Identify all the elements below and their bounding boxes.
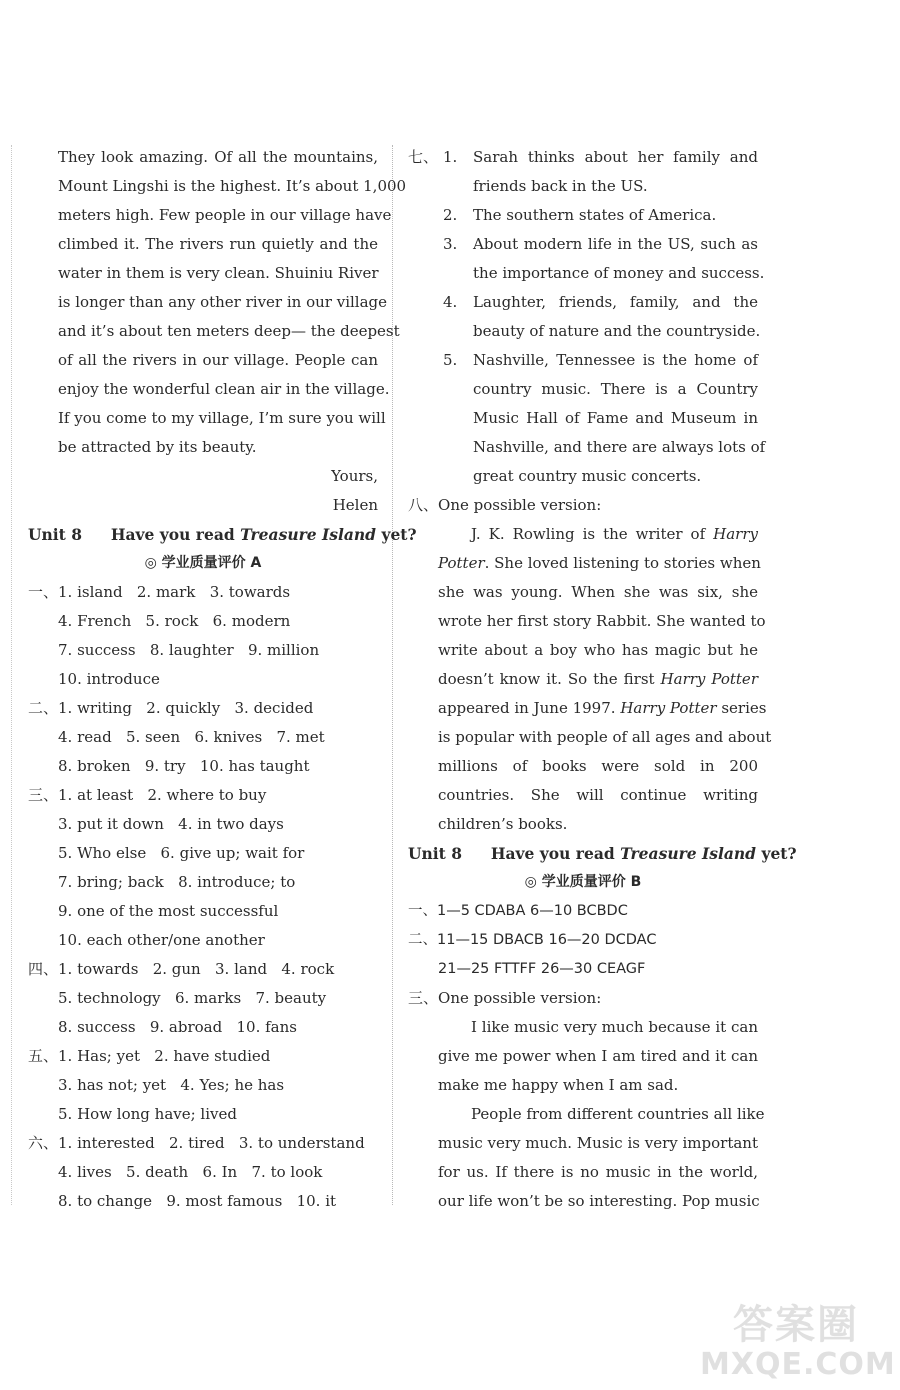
answer-text: 7. success 8. laughter 9. million	[58, 641, 320, 659]
column-divider	[392, 145, 393, 1205]
unit-title-post: yet?	[761, 844, 797, 863]
letter-line: enjoy the wonderful clean air in the village.	[58, 380, 390, 398]
essay-line: countries. She will continue writing	[438, 786, 758, 804]
unit-label: Unit 8	[408, 844, 463, 863]
answer-text: 10. introduce	[58, 670, 160, 688]
line-lead	[408, 201, 473, 230]
answer-text: the importance of money and success.	[473, 264, 765, 282]
section-mark: 三、	[28, 786, 59, 804]
answer-line	[408, 317, 761, 346]
answer-line	[408, 230, 758, 259]
answer-line	[28, 984, 378, 1013]
section-san-intro	[408, 984, 758, 1013]
answer-line	[408, 462, 758, 491]
unit-label: Unit 8	[28, 525, 83, 544]
section-mark: 二、	[408, 932, 437, 948]
answer-line	[408, 172, 758, 201]
answer-text: 9. one of the most successful	[58, 902, 279, 920]
evaluation-title: ◎ 学业质量评价 A	[144, 555, 262, 571]
answer-text: Sarah thinks about her family and	[473, 148, 758, 166]
answer-line	[408, 433, 766, 462]
essay-line: J. K. Rowling is the writer of Harry	[471, 525, 758, 543]
essay-line: millions of books were sold in 200	[438, 757, 758, 775]
answer-text: 8. broken 9. try 10. has taught	[58, 757, 310, 775]
answer-line	[28, 1129, 378, 1158]
answer-line	[28, 1158, 378, 1187]
watermark-logo	[700, 1302, 896, 1386]
answer-text: Music Hall of Fame and Museum in	[473, 409, 758, 427]
answer-line	[408, 259, 765, 288]
left-column	[28, 143, 417, 1216]
answer-text: 1. Has; yet 2. have studied	[58, 1047, 271, 1065]
letter-line: meters high. Few people in our village have	[58, 206, 392, 224]
answer-text: 10. each other/one another	[58, 931, 265, 949]
section-er-line2: 21—25 FTTFF 26—30 CEAGF	[438, 961, 646, 977]
answer-text: Nashville, and there are always lots of	[473, 438, 766, 456]
section-er	[408, 926, 758, 955]
letter-signature: Helen	[332, 496, 378, 514]
section-qi	[408, 143, 766, 491]
answer-text: 8. to change 9. most famous 10. it	[58, 1192, 337, 1210]
section-mark: 五、	[28, 1047, 59, 1065]
essay-line: she was young. When she was six, she	[438, 583, 758, 601]
line-lead	[408, 346, 473, 375]
answer-text: Laughter, friends, family, and the	[473, 293, 758, 311]
answer-text: 1. towards 2. gun 3. land 4. rock	[58, 960, 335, 978]
essay-line: children’s books.	[438, 815, 568, 833]
answer-line	[28, 694, 378, 723]
answer-line	[28, 723, 378, 752]
answer-line	[28, 607, 378, 636]
answer-line	[408, 288, 758, 317]
answer-line	[28, 1013, 378, 1042]
section-ba-intro	[408, 491, 758, 520]
essay-line: make me happy when I am sad.	[438, 1076, 679, 1094]
essay-line: give me power when I am tired and it can	[438, 1047, 758, 1065]
unit-title	[408, 839, 797, 868]
section-mark: 八、	[408, 496, 439, 514]
answer-text: 1—5 CDABA 6—10 BCBDC	[437, 903, 628, 919]
answer-text: 5. technology 6. marks 7. beauty	[58, 989, 327, 1007]
letter-line: water in them is very clean. Shuiniu River	[58, 264, 379, 282]
answer-text: 1. island 2. mark 3. towards	[58, 583, 291, 601]
answer-text: 7. bring; back 8. introduce; to	[58, 873, 296, 891]
letter-line: climbed it. The rivers run quietly and the	[58, 235, 378, 253]
section-mark: 七、	[408, 148, 439, 166]
answer-sections	[28, 578, 378, 1216]
answer-line	[28, 578, 378, 607]
item-number: 1.	[443, 148, 458, 166]
answer-text: 11—15 DBACB 16—20 DCDAC	[437, 932, 657, 948]
answer-text: 5. Who else 6. give up; wait for	[58, 844, 305, 862]
unit-title-book: Treasure Island	[620, 844, 757, 863]
essay-line: wrote her first story Rabbit. She wanted to	[438, 612, 766, 630]
intro-text: One possible version:	[438, 496, 602, 514]
answer-line	[28, 665, 378, 694]
unit-title-post: yet?	[381, 525, 417, 544]
answer-line	[28, 897, 378, 926]
answer-text: 4. lives 5. death 6. In 7. to look	[58, 1163, 323, 1181]
section-mark: 一、	[408, 903, 437, 919]
answer-text: beauty of nature and the countryside.	[473, 322, 761, 340]
section-yi	[408, 897, 758, 926]
answer-text: 8. success 9. abroad 10. fans	[58, 1018, 297, 1036]
letter-line: be attracted by its beauty.	[58, 438, 257, 456]
watermark-text: 答案圈	[733, 1302, 859, 1348]
unit-title-pre: Have you read	[490, 844, 615, 863]
section-mark: 二、	[28, 699, 59, 717]
line-lead	[408, 230, 473, 259]
letter-line: is longer than any other river in our village	[58, 293, 388, 311]
answer-text: 3. put it down 4. in two days	[58, 815, 284, 833]
answer-line	[28, 1187, 378, 1216]
answer-line	[408, 143, 758, 172]
section-mark: 三、	[408, 989, 439, 1007]
answer-text: 1. interested 2. tired 3. to understand	[58, 1134, 365, 1152]
intro-text: One possible version:	[438, 989, 602, 1007]
item-number: 5.	[443, 351, 458, 369]
answer-line	[28, 1042, 378, 1071]
answer-line	[408, 346, 758, 375]
answer-line	[28, 955, 378, 984]
essay-line: Potter. She loved listening to stories when	[438, 554, 761, 572]
letter-line: If you come to my village, I’m sure you will	[58, 409, 386, 427]
answer-text: The southern states of America.	[473, 206, 717, 224]
answer-line	[28, 868, 378, 897]
essay-line: for us. If there is no music in the world,	[438, 1163, 758, 1181]
letter-line: Mount Lingshi is the highest. It’s about 1,000	[58, 177, 407, 195]
essay-line: music very much. Music is very important	[438, 1134, 758, 1152]
section-mark: 一、	[28, 583, 59, 601]
answer-text: 1. at least 2. where to buy	[58, 786, 267, 804]
answer-text: 4. read 5. seen 6. knives 7. met	[58, 728, 325, 746]
answer-line	[28, 926, 378, 955]
letter-closing: Yours,	[331, 467, 378, 485]
left-margin-line	[11, 145, 12, 1205]
essay-line: write about a boy who has magic but he	[438, 641, 758, 659]
right-column	[408, 143, 797, 1216]
unit-title-pre: Have you read	[110, 525, 235, 544]
essay-line: appeared in June 1997. Harry Potter series	[438, 699, 767, 717]
answer-line	[28, 636, 378, 665]
answer-text: 3. has not; yet 4. Yes; he has	[58, 1076, 285, 1094]
unit-title	[28, 520, 417, 549]
essay-line: our life won’t be so interesting. Pop music	[438, 1192, 760, 1210]
answer-text: great country music concerts.	[473, 467, 702, 485]
item-number: 3.	[443, 235, 458, 253]
watermark-url: MXQE.COM	[700, 1347, 896, 1382]
answer-text: 5. How long have; lived	[58, 1105, 237, 1123]
section-mark: 四、	[28, 960, 59, 978]
letter-line: They look amazing. Of all the mountains,	[58, 148, 378, 166]
answer-line	[28, 1100, 378, 1129]
answer-text: 4. French 5. rock 6. modern	[58, 612, 291, 630]
answer-line	[408, 375, 758, 404]
answer-line	[28, 752, 378, 781]
answer-line	[28, 1071, 378, 1100]
section-mark: 六、	[28, 1134, 59, 1152]
answer-line	[28, 781, 378, 810]
essay-line: is popular with people of all ages and about	[438, 728, 772, 746]
essay-line: doesn’t know it. So the first Harry Potter	[438, 670, 758, 688]
answer-line	[28, 839, 378, 868]
evaluation-title: ◎ 学业质量评价 B	[524, 874, 642, 890]
answer-line	[408, 201, 758, 230]
line-lead	[408, 288, 473, 317]
item-number: 4.	[443, 293, 458, 311]
answer-line	[408, 404, 758, 433]
essay-line: People from different countries all like	[471, 1105, 765, 1123]
item-number: 2.	[443, 206, 458, 224]
letter-line: and it’s about ten meters deep— the deepest	[58, 322, 400, 340]
unit-title-book: Treasure Island	[240, 525, 377, 544]
answer-text: country music. There is a Country	[473, 380, 758, 398]
answer-line	[28, 810, 378, 839]
answer-text: About modern life in the US, such as	[473, 235, 758, 253]
line-lead	[408, 143, 473, 172]
answer-text: Nashville, Tennessee is the home of	[473, 351, 758, 369]
essay-line: I like music very much because it can	[471, 1018, 758, 1036]
answer-text: 1. writing 2. quickly 3. decided	[58, 699, 314, 717]
answer-text: friends back in the US.	[473, 177, 648, 195]
letter-line: of all the rivers in our village. People can	[58, 351, 378, 369]
